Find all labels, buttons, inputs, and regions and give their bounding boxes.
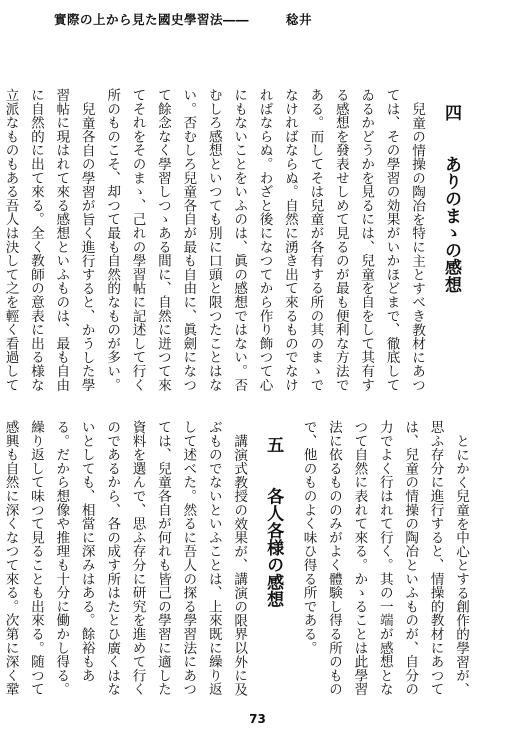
running-head-author: 稔井 [286, 12, 313, 27]
lower-text-block [0, 420, 473, 702]
section-4-heading [431, 88, 471, 393]
section-4-number: 四 [441, 104, 461, 122]
section-4-paragraph-2: 兒童各自の學習が旨く進行すると、かうした學習帖に現はれて來る感想といふものは、最も自由に自然的に出て來る。全く教師の意表に出る様な立派なものもある吾人は決して之を輕く看過して [2, 88, 95, 392]
section-5-heading [253, 420, 293, 702]
section-5-title: 各人各様の感想 [263, 487, 284, 608]
section-5-number: 五 [263, 436, 284, 454]
page-number: 73 [249, 712, 266, 726]
section-4-title: ありのまゝの感想 [441, 155, 461, 294]
upper-text-block [0, 88, 473, 393]
section-4-paragraph-1: 兒童の情操の陶冶を特に主とすべき教材にあつては、その學習の効果がいかほどまで、徹底してゐるかどうかを見るには、兒童を自をして其有する感想を發表せしめて見るのが最も便利な方法である。而してそは兒童が各有する所の其のまゝでなければならぬ。自然に湧き出て來るものでなければならぬ。わざと後になつてから作り飾つて心にもないことをいふのは、眞の感想ではない。否むしろ感想といつても別に口頭と限つたことはない。否むしろ兒童各自が最も自由に、眞劍になつて餘念なく學習しつゝある間に、自然に迸つて來てそれをそのまゝ、己れの學習帖に記述して行く所のものこそ、却つて最も自然的なものが多い。 [104, 88, 425, 392]
section-4-paragraph-3: とにかく兒童を中心とする創作的學習が、思ふ存分に進行すると、情操的教材にあつては、兒童の情操の陶冶といふものが、自分の力でよく行はれて行く。其の一端が感想となつて自然に表れて來る。かゝることは此學習法に依るもののみがよく體験し得る所のもので、他のものよく味ひ得る所である。 [300, 420, 469, 696]
running-head-title: 實際の上から見た國史學習法―― [54, 12, 250, 27]
section-5-paragraph-1: 講演式教授の效果が、講演の限界以外に及ぶものでないといふことは、上來既に繰り返して述べた。然るに吾人の探る學習法にあつては、兒童各自が何れも皆己の學習に適した資料を選んで、思ふ存分に研究を進めて行くのであるから、各の成す所はたとひ廣くはないとしても、相當に深みはある。餘裕もある。だから想像や推理も十分に働かし得る。繰り返して味つて見ることも出來る。随つて感興も自然に深くなつて來る。次第に深く鞏 [2, 420, 248, 696]
